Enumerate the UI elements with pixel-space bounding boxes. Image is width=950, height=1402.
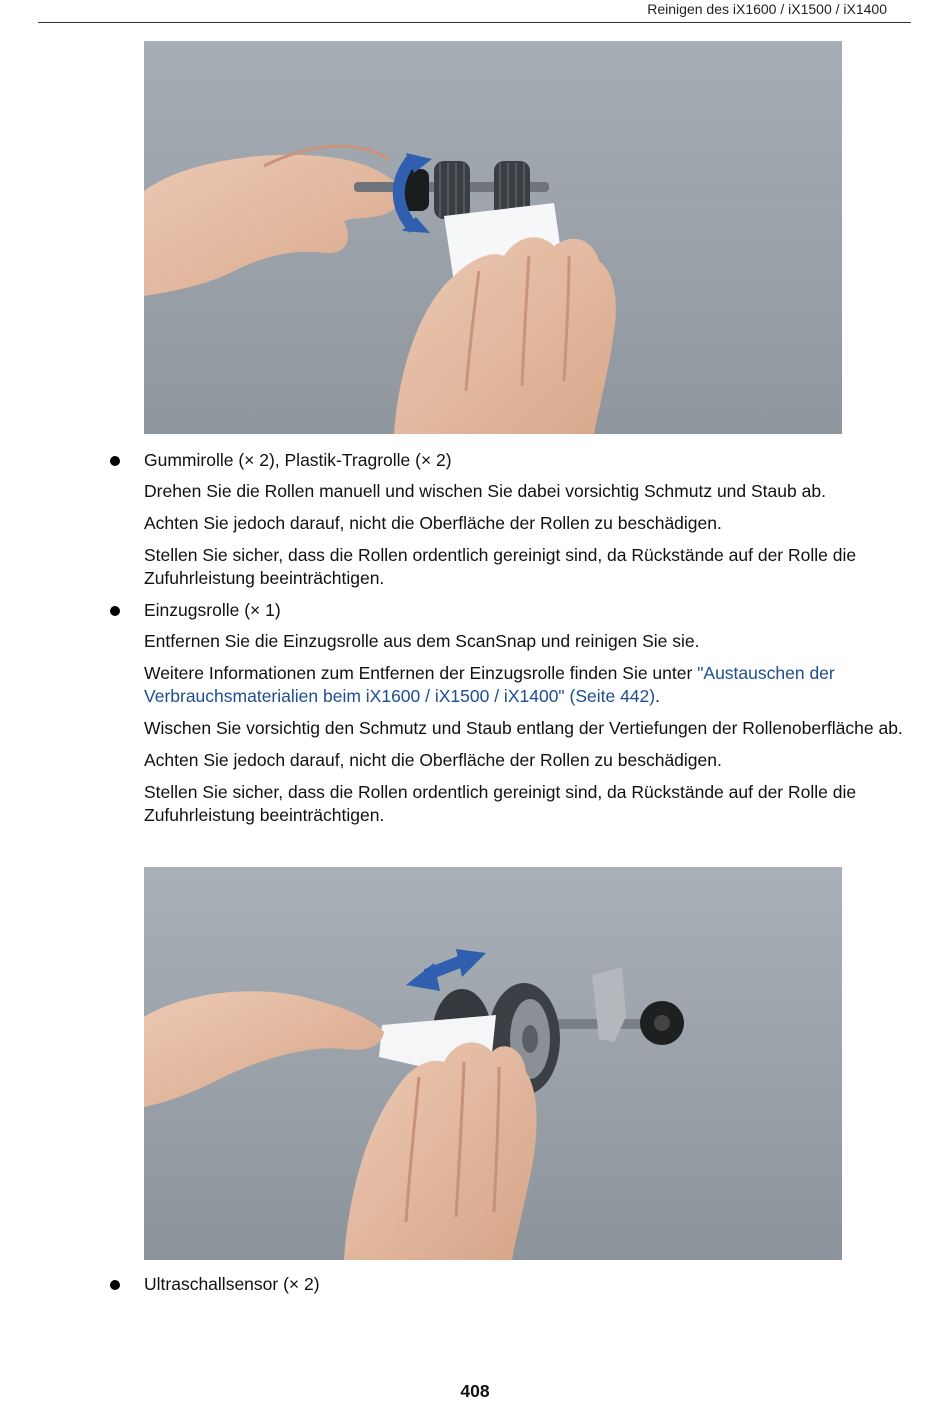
paragraph-pick-wipe: Wischen Sie vorsichtig den Schmutz und Staub entlang der Vertiefungen der Rollenoberfläche ab. xyxy=(144,718,903,738)
bullet-pick-roller xyxy=(144,599,904,622)
photo-pick-roller-cleaning xyxy=(144,867,842,1260)
bullet-dot-icon xyxy=(110,456,120,466)
bullet-rubber-roller-label: Gummirolle (× 2), Plastik-Tragrolle (× 2) xyxy=(144,450,452,470)
bullet-rubber-roller xyxy=(144,449,904,472)
photo-rubber-roller-cleaning xyxy=(144,41,842,434)
page-number: 408 xyxy=(460,1381,490,1401)
paragraph-rubber-rotate: Drehen Sie die Rollen manuell und wischen Sie dabei vorsichtig Schmutz und Staub ab. xyxy=(144,481,826,501)
header-divider xyxy=(38,22,911,23)
paragraph-pick-residue: Stellen Sie sicher, dass die Rollen ordentlich gereinigt sind, da Rückstände auf der Rolle die Zufuhrleistung beeinträchtigen. xyxy=(144,782,857,825)
paragraph-rubber-caution: Achten Sie jedoch darauf, nicht die Oberfläche der Rollen zu beschädigen. xyxy=(144,513,722,533)
paragraph-rubber-residue: Stellen Sie sicher, dass die Rollen ordentlich gereinigt sind, da Rückstände auf der Rolle die Zufuhrleistung beeinträchtigen. xyxy=(144,545,857,588)
paragraph-pick-info-end: . xyxy=(655,686,660,706)
bullet-pick-roller-label: Einzugsrolle (× 1) xyxy=(144,600,281,620)
header-title: Reinigen des iX1600 / iX1500 / iX1400 xyxy=(647,1,887,17)
link-replace-consumables[interactable]: "Austauschen der Verbrauchsmaterialien beim iX1600 / iX1500 / iX1400" (Seite 442) xyxy=(144,663,835,706)
section-rubber-roller xyxy=(144,449,904,827)
paragraph-pick-caution: Achten Sie jedoch darauf, nicht die Oberfläche der Rollen zu beschädigen. xyxy=(144,750,722,770)
paragraph-pick-remove: Entfernen Sie die Einzugsrolle aus dem ScanSnap und reinigen Sie sie. xyxy=(144,631,700,651)
bullet-ultrasonic-sensor xyxy=(144,1273,904,1296)
paragraph-pick-info-text: Weitere Informationen zum Entfernen der Einzugsrolle finden Sie unter xyxy=(144,663,698,683)
bullet-ultrasonic-sensor-label: Ultraschallsensor (× 2) xyxy=(144,1274,320,1294)
bullet-dot-icon xyxy=(110,1280,120,1290)
bullet-dot-icon xyxy=(110,606,120,616)
paragraph-pick-info xyxy=(144,662,904,708)
section-ultrasonic-sensor xyxy=(144,1273,904,1296)
